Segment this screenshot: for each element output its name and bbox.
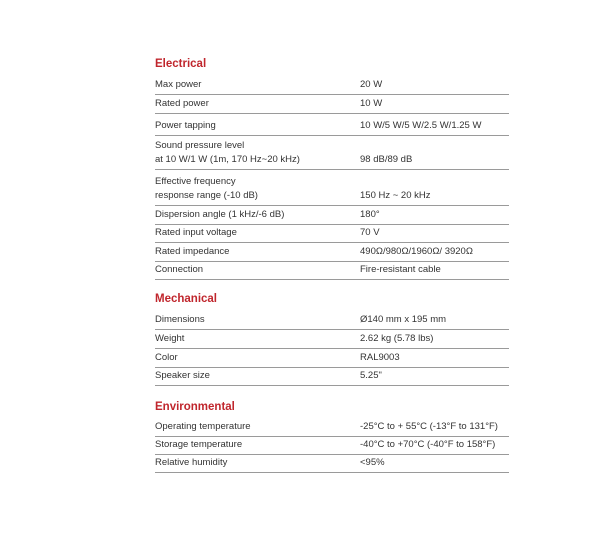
spec-label: Dimensions bbox=[155, 314, 205, 325]
spec-value: 490Ω/980Ω/1960Ω/ 3920Ω bbox=[360, 246, 473, 257]
spec-value: Fire-resistant cable bbox=[360, 264, 441, 275]
spec-label: Rated input voltage bbox=[155, 227, 237, 238]
spec-row-rated-impedance bbox=[155, 243, 509, 262]
spec-label: Dispersion angle (1 kHz/-6 dB) bbox=[155, 209, 285, 220]
spec-row-color bbox=[155, 350, 509, 368]
spec-row-speaker-size bbox=[155, 368, 509, 386]
spec-value: 70 V bbox=[360, 227, 380, 238]
spec-row-sound-pressure-level bbox=[155, 137, 509, 170]
spec-label-line: Effective frequency bbox=[155, 176, 236, 187]
spec-value: 20 W bbox=[360, 79, 383, 90]
spec-label-line: Sound pressure level bbox=[155, 140, 245, 151]
spec-row-storage-temperature bbox=[155, 437, 509, 455]
spec-row-power-tapping bbox=[155, 115, 509, 136]
spec-label: Rated power bbox=[155, 98, 209, 109]
spec-value: 180° bbox=[360, 209, 380, 220]
spec-row-dimensions bbox=[155, 312, 509, 330]
spec-label: Storage temperature bbox=[155, 439, 243, 450]
spec-row-connection bbox=[155, 262, 509, 280]
spec-label: Connection bbox=[155, 264, 204, 275]
spec-label: Operating temperature bbox=[155, 421, 251, 432]
section-heading-mechanical: Mechanical bbox=[155, 293, 217, 305]
spec-value: 5.25" bbox=[360, 370, 382, 381]
spec-value: 10 W bbox=[360, 98, 383, 109]
spec-label: Max power bbox=[155, 79, 202, 90]
spec-label bbox=[155, 139, 355, 167]
spec-label-line: response range (-10 dB) bbox=[155, 190, 258, 201]
spec-value: -40°C to +70°C (-40°F to 158°F) bbox=[360, 439, 496, 450]
spec-label: Weight bbox=[155, 333, 185, 344]
spec-label: Relative humidity bbox=[155, 457, 228, 468]
spec-value: -25°C to + 55°C (-13°F to 131°F) bbox=[360, 421, 498, 432]
spec-row-max-power bbox=[155, 77, 509, 95]
spec-row-relative-humidity bbox=[155, 455, 509, 473]
spec-label: Rated impedance bbox=[155, 246, 230, 257]
spec-value: Ø140 mm x 195 mm bbox=[360, 314, 447, 325]
spec-value: 150 Hz ~ 20 kHz bbox=[360, 190, 431, 201]
spec-label bbox=[155, 175, 355, 203]
section-heading-electrical: Electrical bbox=[155, 58, 207, 70]
spec-row-rated-input-voltage bbox=[155, 225, 509, 243]
spec-value: 10 W/5 W/5 W/2.5 W/1.25 W bbox=[360, 120, 482, 131]
spec-row-operating-temperature bbox=[155, 419, 509, 437]
spec-label-line: at 10 W/1 W (1m, 170 Hz~20 kHz) bbox=[155, 154, 300, 165]
section-heading-environmental: Environmental bbox=[155, 401, 235, 413]
spec-label: Color bbox=[155, 352, 178, 363]
spec-row-frequency-response bbox=[155, 171, 509, 206]
spec-label: Speaker size bbox=[155, 370, 210, 381]
spec-value: <95% bbox=[360, 457, 385, 468]
spec-row-dispersion-angle bbox=[155, 207, 509, 225]
spec-label: Power tapping bbox=[155, 120, 216, 131]
spec-value: RAL9003 bbox=[360, 352, 400, 363]
spec-value: 98 dB/89 dB bbox=[360, 154, 413, 165]
spec-row-weight bbox=[155, 331, 509, 349]
spec-row-rated-power bbox=[155, 95, 509, 114]
spec-value: 2.62 kg (5.78 lbs) bbox=[360, 333, 434, 344]
